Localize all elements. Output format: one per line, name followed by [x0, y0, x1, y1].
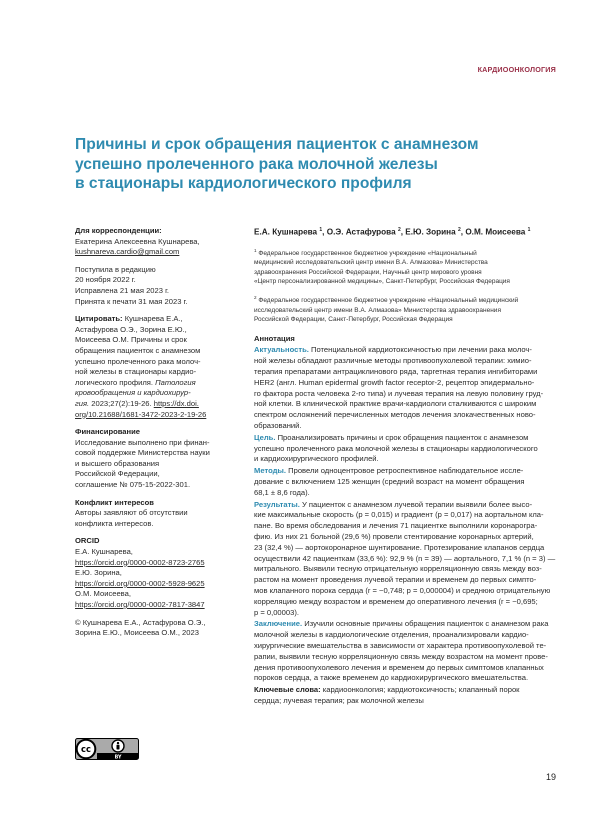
- abstract-heading: Аннотация: [254, 333, 295, 343]
- author-name: О.Э. Астафурова: [326, 227, 396, 237]
- orcid-link[interactable]: https://orcid.org/0000-0002-5928-9625: [75, 578, 205, 588]
- citation-line: логического профиля.: [75, 377, 156, 387]
- funding-line: Исследование выполнено при финан-: [75, 437, 210, 447]
- page-number: 19: [545, 772, 556, 782]
- citation-line: Кушнарева Е.А.,: [122, 314, 183, 324]
- citation-year: 2023;27(2):19-26.: [89, 398, 154, 408]
- copyright-line: © Кушнарева Е.А., Астафурова О.Э.,: [75, 617, 206, 627]
- citation-line: успешно пролеченного рака молоч-: [75, 356, 201, 366]
- correspondence-email[interactable]: kushnareva.cardio@gmail.com: [75, 247, 180, 257]
- by-icon: [112, 740, 124, 752]
- author-name: Е.А. Кушнарева: [254, 227, 318, 237]
- author-list: Е.А. Кушнарева $^1$, О.Э. Астафурова $^2$, Е.Ю. Зорина $^2$, О.М. Моисеева $^1$: [254, 227, 531, 237]
- funding-line: и высшего образования: [75, 458, 160, 468]
- abstract-results: Результаты. У пациенток с анамнезом лучевой терапии выявили более высо- кие максимальные скорость (p = 0,015) и градиент (p = 0,017) на аортальном кла- пане. Во время обследования и лечения 71 пациентке выполнили коронарогра- фию. Из них 21 больной (29,6 %) провели стентирование коронарных артерий, 23 (32,4 %) — аортокоронарное шунтирование. Протезирование клапанов сердца осуществили 42 пациенткам (33,6 %): 92,9 % (n = 39) — аортального, 7,1 % (n = 3) — митрального. Выявили тесную отрицательную корреляционную связь между воз- растом на момент проведения лучевой терапии и временем до первых симпто- мов клапанного порока сердца (r = −0,748; p = 0,000004) и среднюю отрицательную корреляцию между возрастом и временем до оперативного лечения (r = −0,695; p = 0,00003).: [254, 499, 556, 617]
- journal-name: Патология: [155, 377, 196, 387]
- author-name: Е.Ю. Зорина: [405, 227, 456, 237]
- citation-heading: Цитировать:: [75, 314, 123, 324]
- conflict-line: конфликта интересов.: [75, 518, 154, 528]
- funding-line: совой поддержке Министерства науки: [75, 448, 210, 458]
- dates-line: Исправлена 21 мая 2023 г.: [75, 285, 170, 295]
- orcid-heading: ORCID: [75, 536, 100, 546]
- dates-line: 20 ноября 2022 г.: [75, 275, 136, 285]
- funding-line: Российской Федерации,: [75, 469, 160, 479]
- copyright-line: Зорина Е.Ю., Моисеева О.М., 2023: [75, 628, 199, 638]
- title-line: Причины и срок обращения пациенток с анамнезом: [75, 136, 479, 153]
- dates-line: Принята к печати 31 мая 2023 г.: [75, 296, 188, 306]
- article-sidebar: [75, 226, 235, 639]
- keywords: Ключевые слова: кардиоонкология; кардиотоксичность; клапанный порок сердца; лучевая терапия; рак молочной железы: [254, 685, 520, 705]
- cc-by-license-badge[interactable]: [75, 738, 139, 760]
- by-label: BY: [114, 755, 122, 760]
- affiliation-2: $^2$ Федеральное государственное бюджетное учреждение «Национальный медицинский исследовательский центр имени В.А. Алмазова» Министерства здравоохранения Российской Федерации, Санкт-Петербург, Российская Федерация: [254, 295, 519, 324]
- section-tag: КАРДИООНКОЛОГИЯ: [477, 65, 556, 74]
- author-name: О.М. Моисеева: [465, 227, 526, 237]
- cc-icon: [77, 740, 96, 759]
- doi-link[interactable]: https://dx.doi.: [153, 398, 199, 408]
- correspondence-heading: Для корреспонденции:: [75, 226, 162, 235]
- article-title: [75, 135, 555, 194]
- orcid-link[interactable]: https://orcid.org/0000-0002-8723-2765: [75, 557, 205, 567]
- orcid-author: Е.Ю. Зорина,: [75, 568, 122, 578]
- abstract-conclusion: Заключение. Изучили основные причины обращения пациенток с анамнезом рака молочной железы в кардиологические отделения, проанализировали кардио- хирургические вмешательства в зависимости от характера противоопухолевой те- рапии, выявили тесную корреляционную связь между возрастом на момент прове- дения противоопухолевого лечения и временем до первых симптомов клапанных пороков сердца, а также временем до кардиохирургического вмешательства.: [254, 619, 549, 683]
- svg-text:cc: cc: [81, 744, 91, 755]
- conflict-heading: Конфликт интересов: [75, 497, 154, 507]
- abstract-aim: Цель. Проанализировать причины и срок обращения пациенток с анамнезом успешно пролеченного рака молочной железы в стационары кардиологического и кардиохирургического профилей.: [254, 432, 538, 464]
- citation-line: обращения пациенток с анамнезом: [75, 345, 201, 355]
- journal-name: кровообращения и кардиохирур-: [75, 388, 191, 398]
- funding-heading: Финансирование: [75, 427, 140, 437]
- citation-block: [75, 314, 235, 420]
- article-main: [254, 225, 560, 707]
- citation-line: Астафурова О.Э., Зорина Е.Ю.,: [75, 324, 187, 334]
- title-line: успешно пролеченного рака молочной железы: [75, 155, 438, 173]
- funding-line: соглашение № 075-15-2022-301.: [75, 480, 191, 490]
- citation-line: ной железы в стационары кардио-: [75, 367, 197, 377]
- affiliation-1: $^1$ Федеральное государственное бюджетное учреждение «Национальный медицинский исследовательский центр имени В.А. Алмазова» Министерства здравоохранения Российской Федерации, Научный центр мирового уровня «Центр персонализированной медицины», Санкт-Петербург, Российская Федерация: [254, 247, 510, 285]
- conflict-line: Авторы заявляют об отсутствии: [75, 508, 188, 518]
- orcid-author: Е.А. Кушнарева,: [75, 547, 133, 557]
- title-line: в стационары кардиологического профиля: [75, 175, 412, 192]
- abstract-relevance: Актуальность. Потенциальной кардиотоксичностью при лечении рака молоч- ной железы обладают различные методы противоопухолевой терапии: химио- терапия препаратами антрациклинового ряда, таргетная терапия ингибиторами HER2 (англ. Human epidermal growth factor receptor-2, рецептор эпидермально- го фактора роста человека 2-го типа) и лучевая терапия на левую половину груд- ной клетки. В клинической практике врачи-кардиологи сталкиваются с широким спектром осложнений перечисленных методов лечения злокачественных ново- образований.: [254, 345, 544, 431]
- orcid-link[interactable]: https://orcid.org/0000-0002-7817-3847: [75, 600, 205, 609]
- doi-link[interactable]: org/10.21688/1681-3472-2023-2-19-26: [75, 409, 207, 419]
- dates-line: Поступила в редакцию: [75, 264, 156, 274]
- abstract-methods: Методы. Провели одноцентровое ретроспективное наблюдательное иссле- дование с включением 125 женщин (средний возраст на момент обращения 68,1 ± 8,6 года).: [254, 466, 525, 497]
- citation-line: Моисеева О.М. Причины и срок: [75, 335, 187, 345]
- orcid-author: О.М. Моисеева,: [75, 589, 131, 599]
- journal-name: гия.: [75, 398, 90, 408]
- correspondence-name: Екатерина Алексеевна Кушнарева,: [75, 236, 200, 246]
